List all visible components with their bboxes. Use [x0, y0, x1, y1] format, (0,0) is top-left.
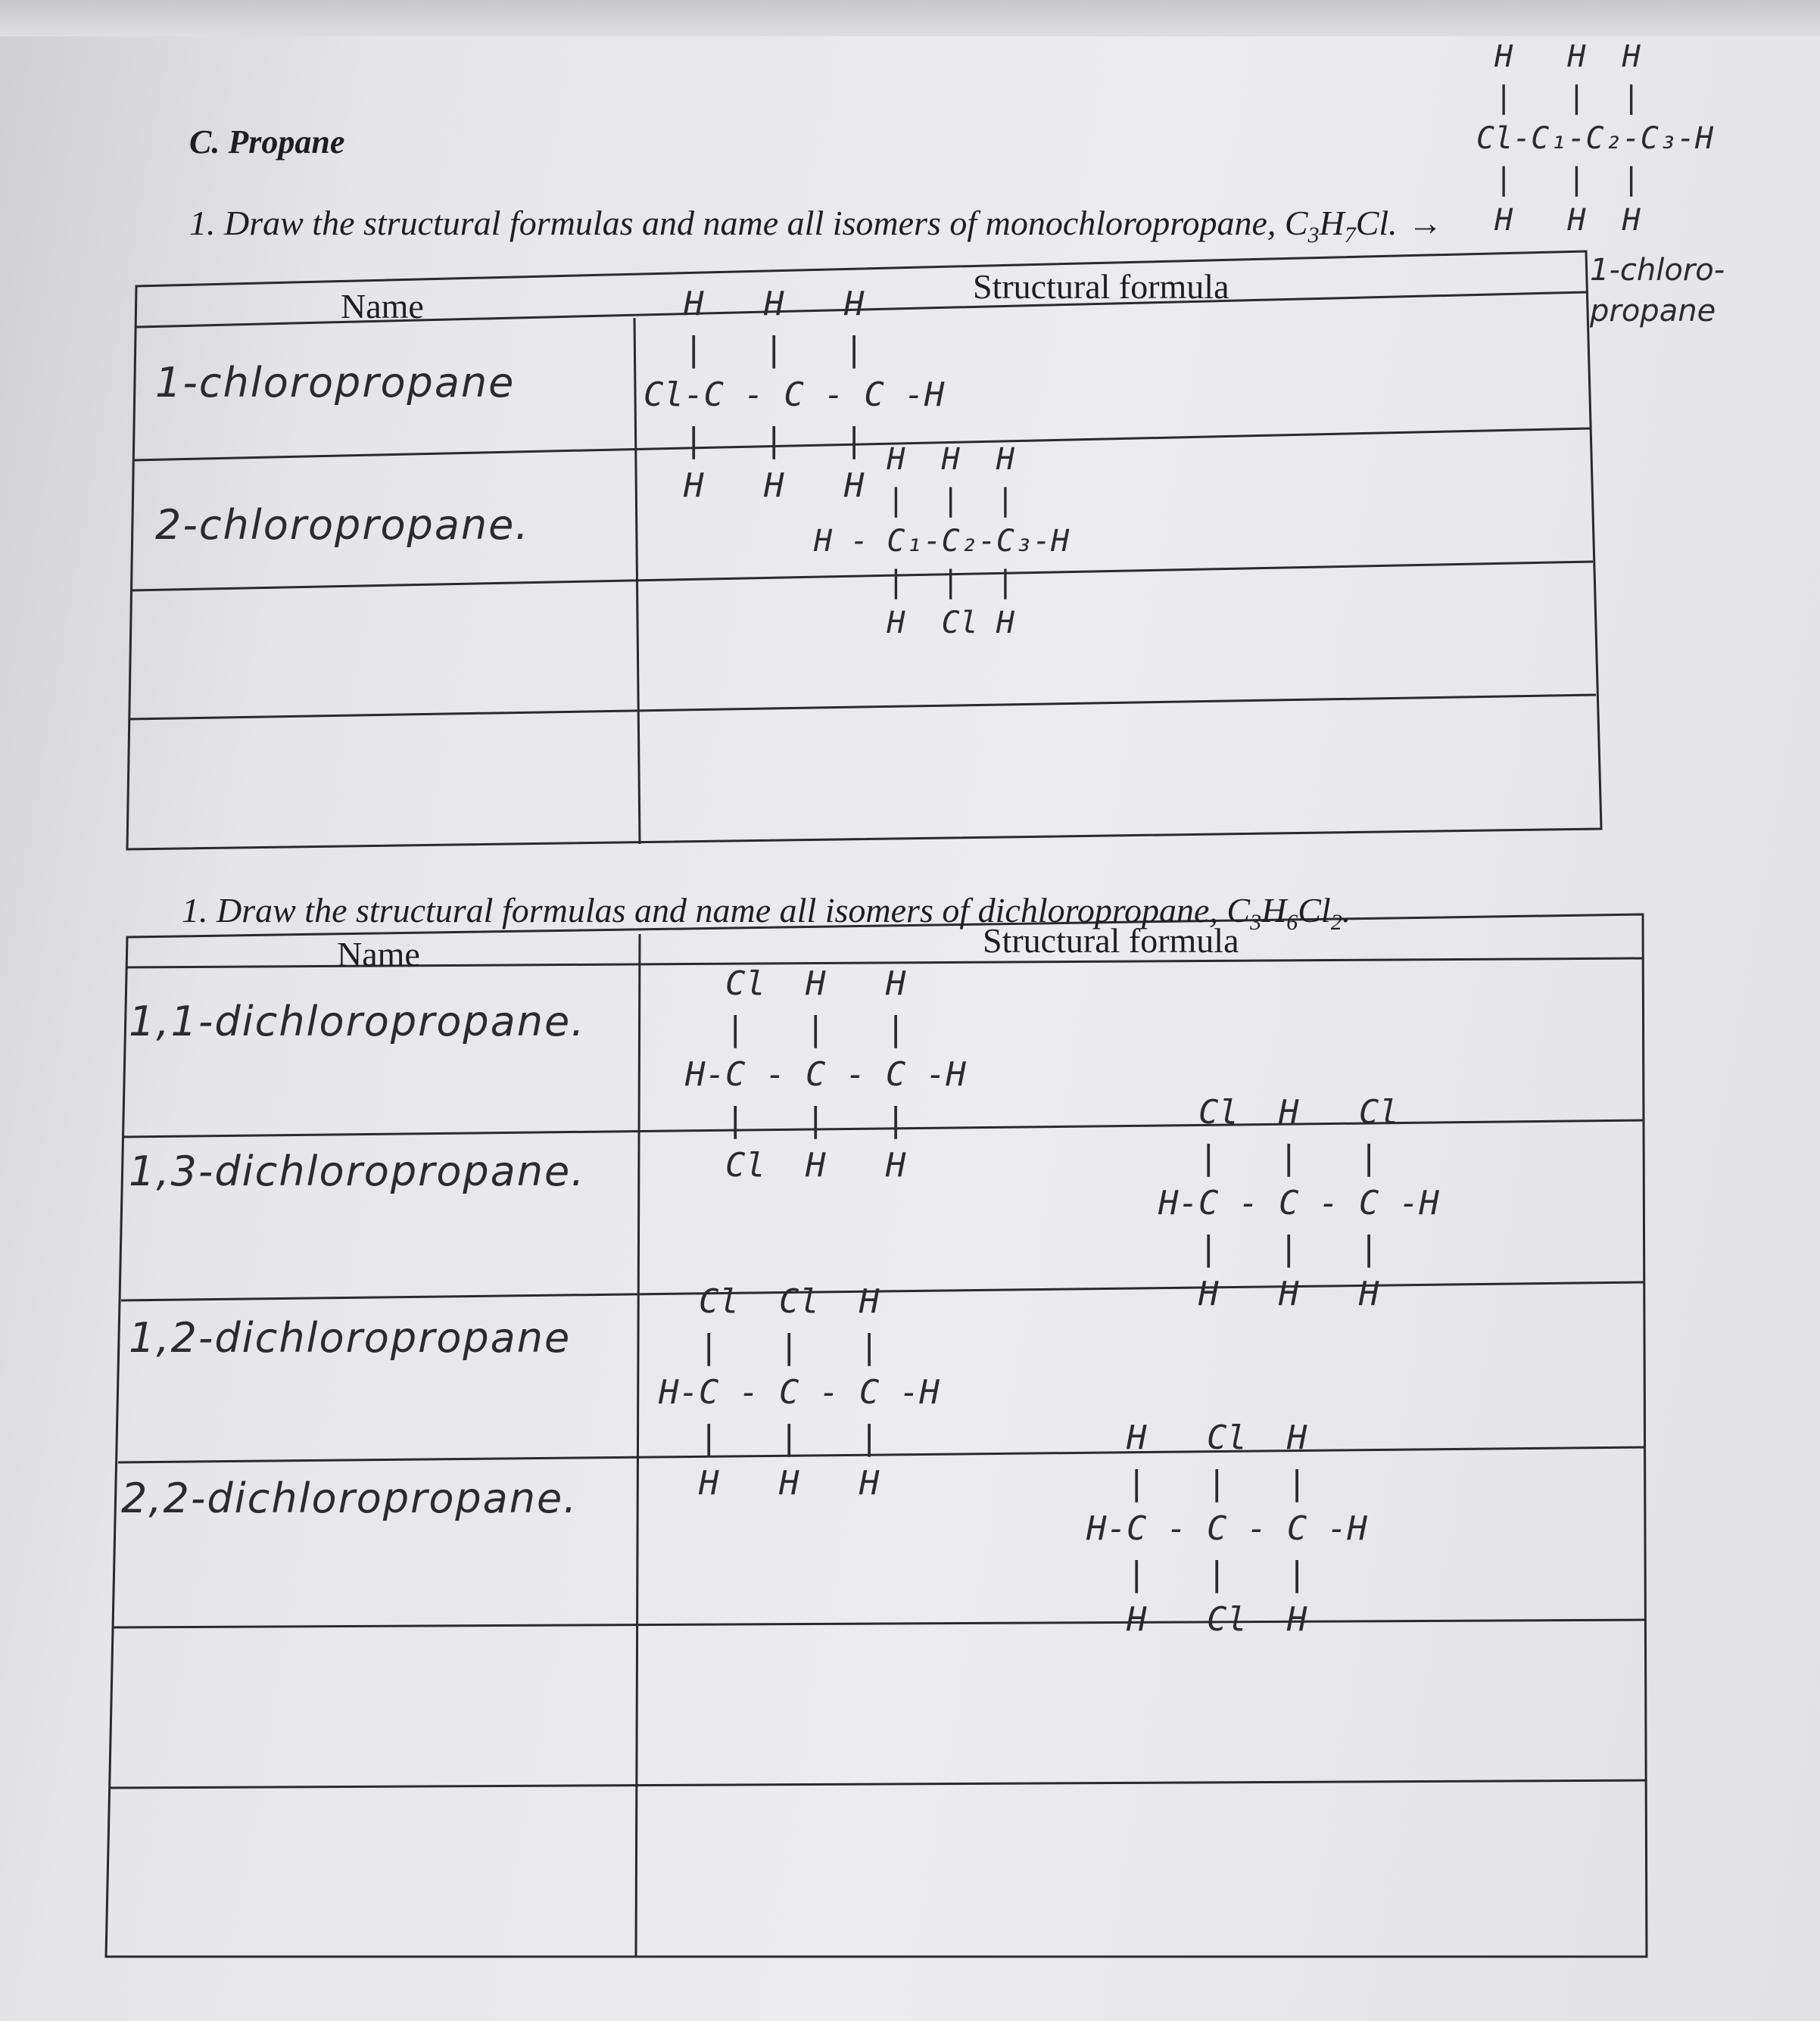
q2-period: .: [1342, 891, 1351, 930]
question-2-text: 1. Draw the structural formulas and name all isomers of dichloropropane, C: [182, 891, 1251, 930]
q1-sub-c: 3: [1307, 223, 1320, 248]
q2-h: H: [1261, 891, 1287, 930]
table1-row2-name: 2-chloropropane.: [155, 501, 530, 549]
table2-row1-name: 1,1-dichloropropane.: [129, 998, 586, 1045]
q1-h: H: [1319, 204, 1345, 242]
table2-row3-formula: Cl Cl H | | | H-C - C - C -H | | | H H H: [659, 1282, 940, 1503]
table2-row4-formula: H Cl H | | | H-C - C - C -H | | | H Cl H: [1086, 1418, 1367, 1639]
q2-sub-h: 6: [1286, 910, 1298, 936]
table2-row3-name: 1,2-dichloropropane: [129, 1314, 572, 1362]
table1-header-formula: Structural formula: [973, 267, 1229, 306]
arrow-icon: →: [1407, 204, 1443, 242]
table1-row2-formula: H H H | | | H - C₁-C₂-C₃-H | | | H Cl H: [814, 442, 1070, 640]
q2-sub-c: 3: [1250, 910, 1262, 936]
q1-sub-h: 7: [1344, 223, 1356, 248]
margin-structural-formula: H H H | | | Cl-C₁-C₂-C₃-H | | | H H H: [1476, 39, 1714, 238]
question-1-text: 1. Draw the structural formulas and name all isomers of monochloropropane, C: [189, 204, 1308, 242]
table2-row4-name: 2,2-dichloropropane.: [121, 1474, 578, 1522]
table2-row2-name: 1,3-dichloropropane.: [129, 1148, 586, 1195]
section-title: C. Propane: [189, 123, 345, 160]
margin-label: 1-chloro- propane: [1590, 253, 1725, 329]
table1-row1-name: 1-chloropropane: [155, 359, 516, 406]
table1-row1-formula: H H H | | | Cl-C - C - C -H | | | H H H: [644, 285, 945, 505]
table2-row1-formula: Cl H H | | | H-C - C - C -H | | | Cl H H: [685, 964, 966, 1185]
q1-cl: Cl.: [1355, 204, 1398, 242]
table2-row2-formula: Cl H Cl | | | H-C - C - C -H | | | H H H: [1158, 1093, 1439, 1313]
table2-header-name: Name: [337, 935, 420, 973]
q2-sub-cl: 2: [1330, 910, 1342, 936]
table2-header-formula: Structural formula: [983, 921, 1239, 960]
q2-cl: Cl: [1298, 891, 1331, 930]
table1-header-name: Name: [341, 287, 424, 325]
